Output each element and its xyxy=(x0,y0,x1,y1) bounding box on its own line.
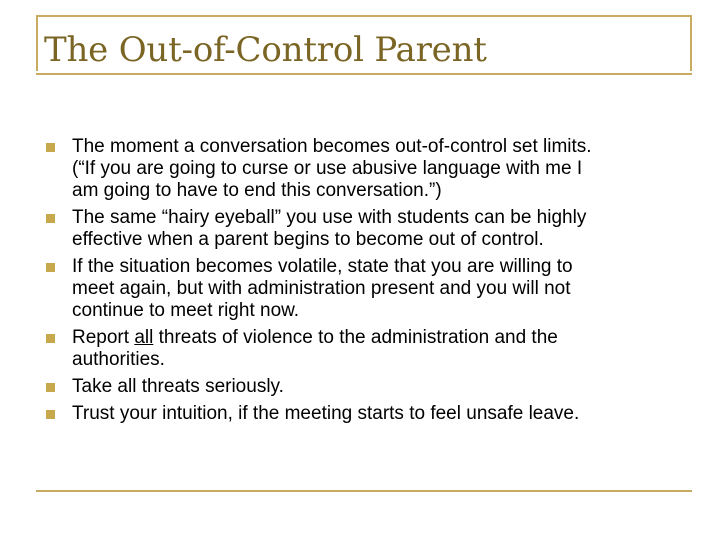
bullet-item-hairy-eyeball xyxy=(44,207,692,251)
emphasis-all: all xyxy=(134,327,154,348)
bullet-text-line: Take all threats seriously. xyxy=(72,376,284,397)
square-bullet-icon xyxy=(46,143,55,152)
bullet-text-segment: Report xyxy=(72,327,135,348)
bullet-text-line: The same “hairy eyeball” you use with students can be highly xyxy=(72,207,587,228)
bullet-text-line: (“If you are going to curse or use abusive language with me I xyxy=(72,158,583,179)
bullet-text-line: meet again, but with administration present and you will not xyxy=(72,278,571,299)
slide-title: The Out-of-Control Parent xyxy=(44,30,487,70)
bullet-text-line: effective when a parent begins to become out of control. xyxy=(72,229,544,250)
title-divider-line xyxy=(36,73,692,75)
bullet-item-volatile xyxy=(44,256,692,322)
footer-line xyxy=(36,490,692,492)
square-bullet-icon xyxy=(46,263,55,272)
frame-left-line xyxy=(36,15,38,71)
square-bullet-icon xyxy=(46,334,55,343)
bullet-text-line: authorities. xyxy=(72,349,165,370)
frame-top-line xyxy=(36,15,692,17)
square-bullet-icon xyxy=(46,383,55,392)
square-bullet-icon xyxy=(46,410,55,419)
bullet-item-report-threats xyxy=(44,327,692,371)
bullet-list xyxy=(44,136,692,430)
bullet-text-line: continue to meet right now. xyxy=(72,300,300,321)
bullet-text-line: Trust your intuition, if the meeting starts to feel unsafe leave. xyxy=(72,403,580,424)
bullet-text-line: am going to have to end this conversation.”) xyxy=(72,180,442,201)
bullet-text-line: If the situation becomes volatile, state that you are willing to xyxy=(72,256,573,277)
frame-right-line xyxy=(690,15,692,71)
bullet-item-set-limits xyxy=(44,136,692,202)
bullet-item-trust-intuition xyxy=(44,403,692,425)
bullet-item-threats-seriously xyxy=(44,376,692,398)
bullet-text-line: The moment a conversation becomes out-of-control set limits. xyxy=(72,136,592,157)
bullet-text-segment: threats of violence to the administration and the xyxy=(153,327,558,348)
square-bullet-icon xyxy=(46,214,55,223)
